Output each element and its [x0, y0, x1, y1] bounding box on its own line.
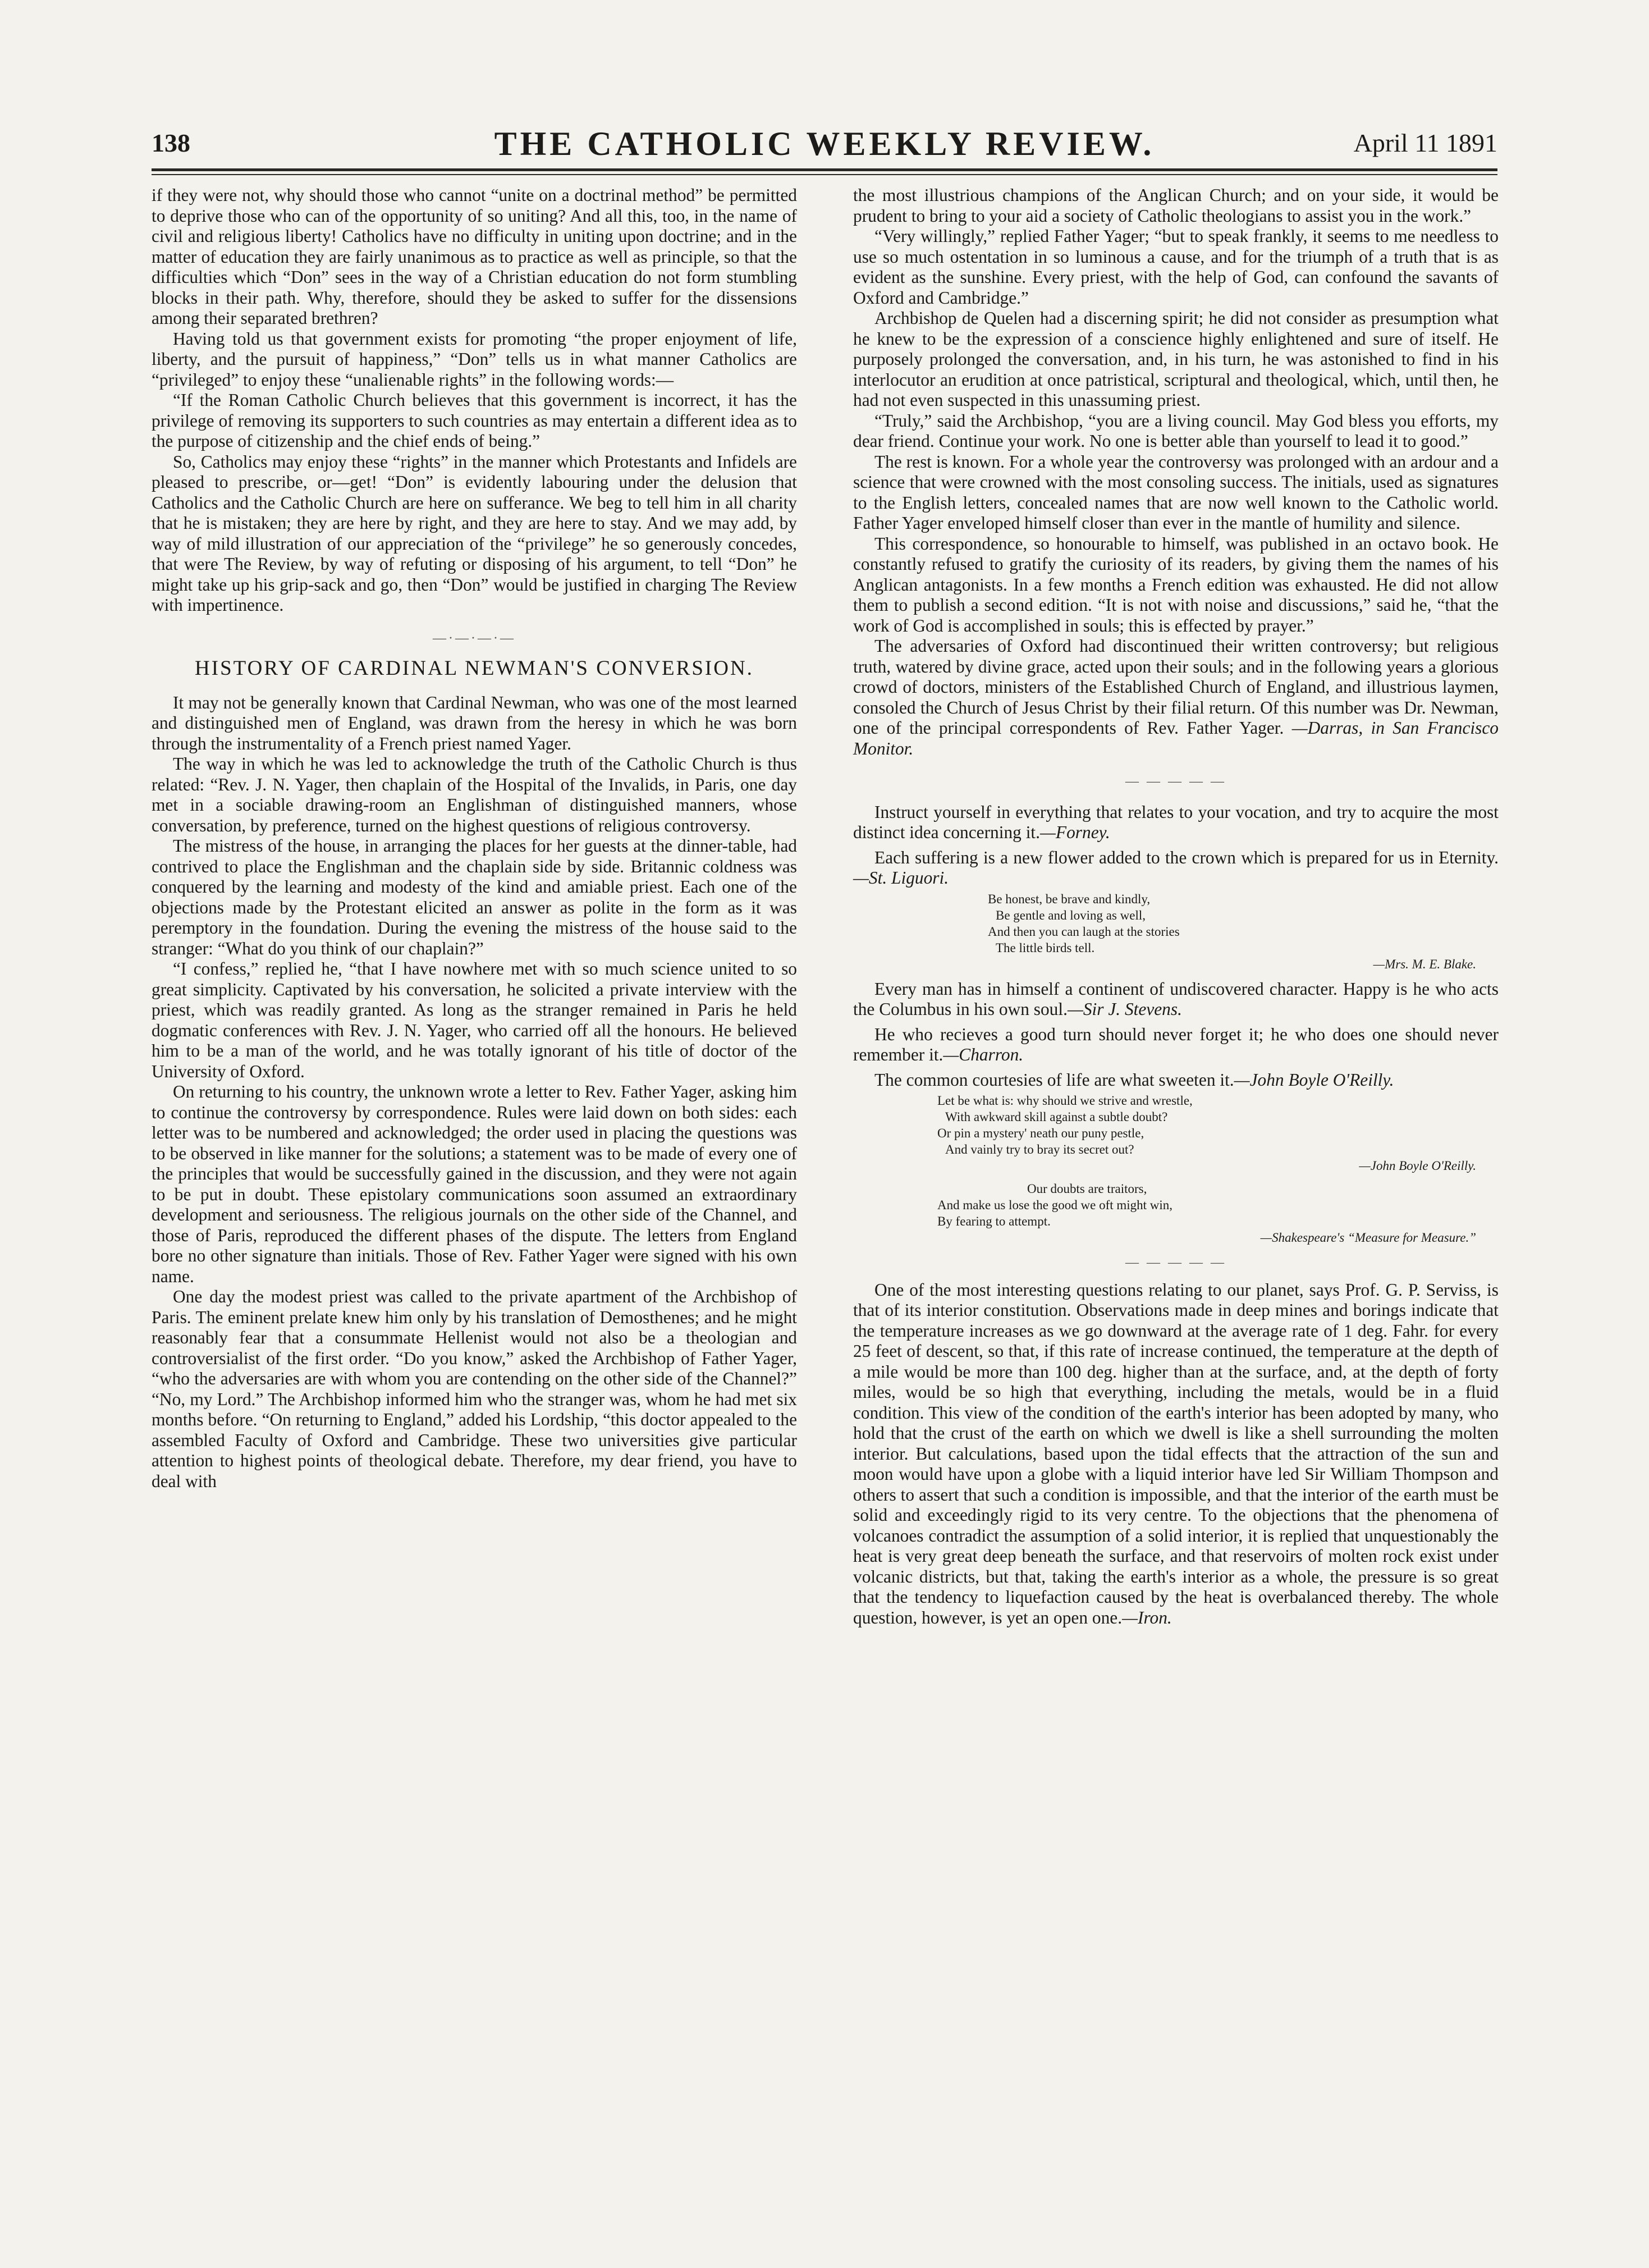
section-separator: — — — — — [1125, 1255, 1226, 1270]
article-paragraph: Having told us that government exists for promoting “the proper enjoyment of life, liberty, and the pursuit of happiness,” “Don” tells us in what manner Catholics are “privileged” to enjoy these “unalienable rights” in the following words:— [152, 328, 797, 390]
maxim-text: He who recieves a good turn should never forget it; he who does one should never remember it. [853, 1024, 1499, 1064]
maxim-author: —St. Liguori. [853, 868, 949, 888]
article-paragraph: On returning to his country, the unknown wrote a letter to Rev. Father Yager, asking him to continue the controversy by correspondence. Rules were laid down on both sides: each letter was to be numbered and acknowledged; the order used in placing the questions was to be observed in like manner for the solutions; a statement was to be made of every one of the principles that would be successfully gained in the discussion, and they were not again to be put in doubt. These epistolary communications soon assumed an extraordinary development and seriousness. The religious journals on the other side of the Channel, and those of Paris, reproduced the different phases of the dispute. The letters from England bore no other signature than initials. Those of Rev. Father Yager were signed with his own name. [152, 1082, 797, 1286]
poem-line: And make us lose the good we oft might win, [937, 1198, 1173, 1212]
header-rule-thick [152, 168, 1497, 171]
article-paragraph: “Truly,” said the Archbishop, “you are a living council. May God bless you efforts, my dear friend. Continue your work. No one is better able than yourself to lead it to good.” [853, 410, 1499, 451]
poem-author: —Shakespeare's “Measure for Measure.” [1260, 1231, 1476, 1245]
article-paragraph: “Very willingly,” replied Father Yager; “but to speak frankly, it seems to me needless to use so much ostentation in so luminous a cause, and for the triumph of a truth that is as evident as the sunshine. Every priest, with the help of God, can confound the savants of Oxford and Cambridge.” [853, 226, 1499, 308]
maxim-text: Each suffering is a new flower added to the crown which is prepared for us in Eternity. [874, 847, 1499, 867]
source-attribution: —Darras, in San Francisco Monitor. [853, 718, 1499, 758]
maxim-text: Every man has in himself a continent of undiscovered character. Happy is he who acts the Columbus in his own soul. [853, 978, 1499, 1019]
newspaper-title: THE CATHOLIC WEEKLY REVIEW. [494, 125, 1155, 162]
maxim-text: The common courtesies of life are what sweeten it. [874, 1069, 1234, 1090]
article-paragraph: This correspondence, so honourable to himself, was published in an octavo book. He constantly refused to gratify the curiosity of its readers, by giving them the names of his Anglican antagonists. In a few months a French edition was exhausted. He did not allow them to publish a second edition. “It is not with noise and discussions,” said he, “that the work of God is accomplished in souls; this is effected by prayer.” [853, 533, 1499, 635]
poem-line: And vainly try to bray its secret out? [945, 1142, 1134, 1156]
poem-line: Our doubts are traitors, [1027, 1182, 1147, 1196]
paragraph-text: The adversaries of Oxford had discontinued their written controversy; but religious truth, watered by divine grace, acted upon their souls; and in the following years a glorious crowd of doctors, ministers of the Established Church of England, and illustrious laymen, consoled the Church of Jesus Christ by their filial return. Of this number was Dr. Newman, one of the principal correspondents of Rev. Father Yager. [853, 636, 1499, 738]
poem-author: —Mrs. M. E. Blake. [1373, 957, 1476, 971]
maxim-author: —Charron. [943, 1045, 1024, 1064]
maxim-author: —John Boyle O'Reilly. [1234, 1069, 1394, 1090]
paragraph-text: One of the most interesting questions relating to our planet, says Prof. G. P. Serviss, is that of its interior constitution. Observations made in deep mines and borings indicate that the temperature increases as we go downward at the average rate of 1 deg. Fahr. for every 25 feet of descent, so that, if this rate of increase continued, the temperature at the depth of a mile would be more than 100 deg. higher than at the surface, and, at the depth of forty miles, would be so high that everything, including the metals, would be in a fluid condition. This view of the condition of the earth's interior has been adopted by many, who hold that the crust of the earth on which we dwell is like a shell surrounding the molten interior. But calculations, based upon the tidal effects that the attraction of the sun and moon would have upon a globe with a liquid interior have led Sir William Thompson and others to assert that such a condition is impossible, and that the interior of the earth must be solid and exceedingly rigid to its very centre. To the objections that the phenomena of volcanoes contradict the assumption of a solid interior, it is replied that unquestionably the heat is very great deep beneath the surface, and that reservoirs of molten rock exist under volcanic districts, but that, taking the earth's interior as a whole, the pressure is so great that the tendency to liquefaction caused by the heat is overbalanced thereby. The whole question, however, is yet an open one. [853, 1279, 1499, 1627]
article-paragraph: The mistress of the house, in arranging the places for her guests at the dinner-table, had contrived to place the Englishman and the chaplain side by side. Britannic coldness was conquered by the learning and modesty of the kind and amiable priest. Each one of the objections made by the Protestant elicited an answer as polite in the form as it was peremptory in the foundation. During the evening the mistress of the house said to the stranger: “What do you think of our chaplain?” [152, 836, 797, 958]
poem-line: And then you can laugh at the stories [988, 924, 1180, 939]
poem-line: The little birds tell. [996, 940, 1095, 955]
section-separator: —·—·—·— [433, 630, 516, 646]
header-rule-thin [152, 174, 1497, 175]
right-column [853, 185, 1499, 1628]
article-paragraph [853, 1280, 1499, 1629]
article-paragraph: It may not be generally known that Cardinal Newman, who was one of the most learned and distinguished men of England, was drawn from the heresy in which he was born through the instrumentality of a French priest named Yager. [152, 692, 797, 753]
poem [988, 891, 1499, 972]
maxim [853, 802, 1499, 843]
poem-line: Be gentle and loving as well, [996, 908, 1146, 922]
poem-line: With awkward skill against a subtle doubt? [945, 1110, 1168, 1124]
article-paragraph: The way in which he was led to acknowledge the truth of the Catholic Church is thus related: “Rev. J. N. Yager, then chaplain of the Hospital of the Invalids, in Paris, one day met in a sociable drawing-room an Englishman of distinguished manners, whose conversation, by preference, turned on the highest questions of religious controversy. [152, 754, 797, 835]
article-paragraph: One day the modest priest was called to the private apartment of the Archbishop of Paris. The eminent prelate knew him only by his translation of Demosthenes; and he might reasonably fear that a consummate Hellenist would not also be a theologian and controversialist of the first order. “Do you know,” asked the Archbishop of Father Yager, “who the adversaries are with whom you are contending on the other side of the Channel?” “No, my Lord.” The Archbishop informed him who the stranger was, whom he had met six months before. “On returning to England,” added his Lordship, “this doctor appealed to the assembled Faculty of Oxford and Cambridge. These two universities give particular attention to highest points of theological debate. Therefore, my dear friend, you have to deal with [152, 1287, 797, 1491]
maxim-author: —Sir J. Stevens. [1067, 999, 1182, 1019]
poem [937, 1092, 1499, 1174]
left-column [152, 185, 797, 1492]
article-paragraph: the most illustrious champions of the Anglican Church; and on your side, it would be prudent to bring to your aid a society of Catholic theologians to assist you in the work.” [853, 185, 1499, 226]
poem-author: —John Boyle O'Reilly. [1359, 1159, 1476, 1173]
maxim-author: —Forney. [1040, 822, 1110, 842]
page-number: 138 [152, 129, 190, 157]
poem-line: Be honest, be brave and kindly, [988, 891, 1151, 906]
article-paragraph: The rest is known. For a whole year the controversy was prolonged with an ardour and a science that were crowned with the most consoling success. The initials, used as signatures to the English letters, concealed names that are now well known to the Catholic world. Father Yager enveloped himself closer than ever in the mantle of humility and silence. [853, 451, 1499, 533]
article-paragraph: if they were not, why should those who cannot “unite on a doctrinal method” be permitted to deprive those who can of the opportunity of so uniting? And all this, too, in the name of civil and religious liberty! Catholics have no difficulty in uniting upon doctrine; and in the matter of education they are fairly unanimous as to practice as well as principle, so that the difficulties which “Don” sees in the way of a Christian education do not form stumbling blocks in their path. Why, therefore, should they be asked to suffer for the dissensions among their separated brethren? [152, 185, 797, 328]
article-heading: HISTORY OF CARDINAL NEWMAN'S CONVERSION. [195, 657, 754, 680]
section-separator: — — — — — [1125, 774, 1226, 789]
article-quote: “If the Roman Catholic Church believes that this government is incorrect, it has the privilege of removing its supporters to such countries as may entertain a different idea as to the purpose of citizenship and the chief ends of being.” [152, 390, 797, 451]
maxim [853, 1070, 1499, 1091]
article-paragraph: “I confess,” replied he, “that I have nowhere met with so much science united to so great simplicity. Captivated by his conversation, he solicited a private interview with the priest, which was readily granted. As long as the stranger remained in Paris he held dogmatic conferences with Rev. J. N. Yager, who carried off all the honours. He believed him to be a man of the world, and he was totally ignorant of his title of doctor of the University of Oxford. [152, 959, 797, 1081]
issue-date: April 11 1891 [1353, 129, 1497, 157]
poem-line: By fearing to attempt. [937, 1214, 1051, 1228]
maxim [853, 979, 1499, 1020]
poem-line: Let be what is: why should we strive and wrestle, [937, 1094, 1193, 1108]
source-attribution: —Iron. [1122, 1607, 1172, 1627]
poem [937, 1181, 1499, 1246]
maxim-text: Instruct yourself in everything that relates to your vocation, and try to acquire the most distinct idea concerning it. [853, 802, 1499, 842]
article-paragraph [853, 636, 1499, 759]
poem-line: Or pin a mystery' neath our puny pestle, [937, 1126, 1144, 1140]
article-paragraph: Archbishop de Quelen had a discerning spirit; he did not consider as presumption what he knew to be the expression of a conscience highly enlightened and sure of itself. He purposely prolonged the conversation, and, in his turn, he was astonished to find in his interlocutor an erudition at once patristical, scriptural and theological, which, until then, he had not even suspected in this unassuming priest. [853, 308, 1499, 410]
page-header [152, 125, 1497, 162]
article-paragraph: So, Catholics may enjoy these “rights” in the manner which Protestants and Infidels are pleased to prescribe, or—get! “Don” is evidently labouring under the delusion that Catholics and the Catholic Church are here on sufferance. We beg to tell him in all charity that he is mistaken; they are here by right, and they are here to stay. And we may add, by way of mild illustration of our appreciation of the “privilege” he so generously concedes, that were The Review, by way of refuting or disposing of his argument, to tell “Don” he might take up his grip-sack and go, then “Don” would be justified in charging The Review with impertinence. [152, 451, 797, 615]
maxim [853, 848, 1499, 889]
maxim [853, 1025, 1499, 1066]
